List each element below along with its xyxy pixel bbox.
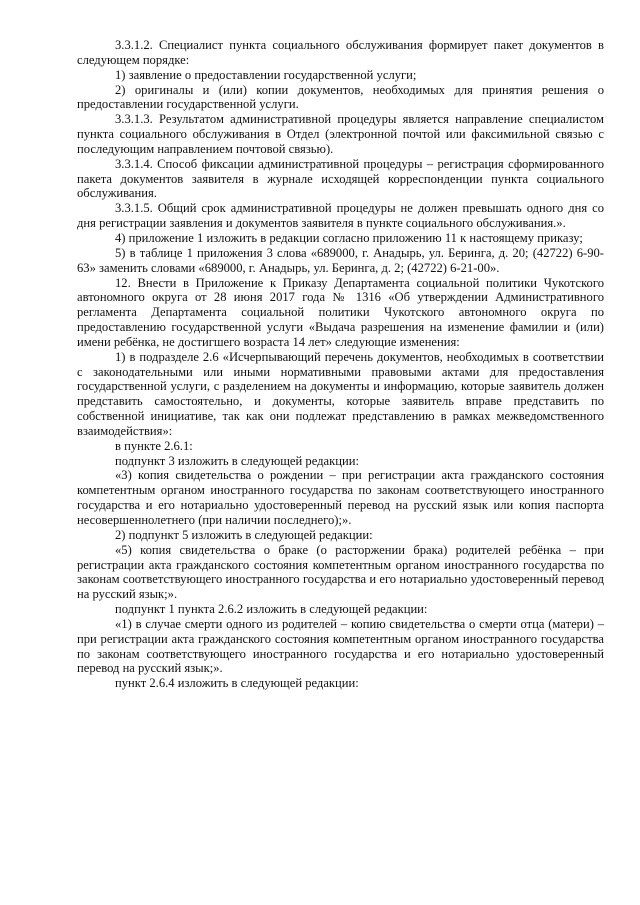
document-page	[77, 38, 604, 691]
paragraph-item-4-appendix: 4) приложение 1 изложить в редакции согласно приложению 11 к настоящему приказу;	[115, 230, 583, 245]
paragraph-subpoint-5-heading: 2) подпункт 5 изложить в следующей редакции:	[115, 527, 373, 542]
paragraph-3-3-1-5: 3.3.1.5. Общий срок административной процедуры не должен превышать одного дня со дня регистрации заявления и документов заявителя в пункте социального обслуживания.».	[77, 201, 604, 231]
paragraph-point-2-6-1: в пункте 2.6.1:	[115, 438, 193, 453]
paragraph-subpoint-5-text: «5) копия свидетельства о браке (о расторжении брака) родителей ребёнка – при регистрации акта гражданского состояния компетентным органом иностранного государства по законам соответствующего иностранного государства и его нотариально удостоверенный перевод на русский язык;».	[77, 542, 604, 602]
paragraph-item-1-application: 1) заявление о предоставлении государственной услуги;	[115, 67, 417, 82]
paragraph-2-6-2-heading: подпункт 1 пункта 2.6.2 изложить в следующей редакции:	[115, 602, 428, 617]
paragraph-subsection-2-6: 1) в подразделе 2.6 «Исчерпывающий перечень документов, необходимых в соответствии с законодательными или иными нормативными правовыми актами для предоставления государственной услуги, с разделением на документы и информацию, которые заявитель должен представить самостоятельно, и документы, которые заявитель вправе представить по собственной инициативе, так как они подлежат представлению в рамках межведомственного взаимодействия»:	[77, 349, 604, 438]
paragraph-subpoint-3-heading: подпункт 3 изложить в следующей редакции:	[115, 453, 359, 468]
paragraph-3-3-1-2: 3.3.1.2. Специалист пункта социального обслуживания формирует пакет документов в следующем порядке:	[77, 38, 604, 67]
paragraph-3-3-1-4: 3.3.1.4. Способ фиксации административной процедуры – регистрация сформированного пакета документов заявителя в журнале исходящей корреспонденции пункта социального обслуживания.	[77, 156, 604, 201]
paragraph-section-12: 12. Внести в Приложение к Приказу Департамента социальной политики Чукотского автономного округа от 28 июня 2017 года № 1316 «Об утверждении Административного регламента Департамента социальной политики Чукотского автономного округа по предоставлению государственной услуги «Выдача разрешения на изменение фамилии и (или) имени ребёнка, не достигшего возраста 14 лет» следующие изменения:	[77, 275, 604, 349]
paragraph-subpoint-3-text: «3) копия свидетельства о рождении – при регистрации акта гражданского состояния компетентным органом иностранного государства по законам соответствующего иностранного государства и его нотариально удостоверенный перевод на русский язык или копия паспорта несовершеннолетнего (при наличии последнего);».	[77, 468, 604, 527]
paragraph-2-6-2-text: «1) в случае смерти одного из родителей – копию свидетельства о смерти отца (матери) – при регистрации акта гражданского состояния компетентным органом иностранного государства по законам соответствующего иностранного государства и его нотариально удостоверенный перевод на русский язык;».	[77, 616, 604, 676]
paragraph-item-2-originals: 2) оригиналы и (или) копии документов, необходимых для принятия решения о предоставлении государственной услуги.	[77, 82, 604, 112]
paragraph-3-3-1-3: 3.3.1.3. Результатом административной процедуры является направление специалистом пункта социального обслуживания в Отдел (электронной почтой или факсимильной связью с последующим направлением почтовой связью).	[77, 112, 604, 156]
paragraph-item-5-table: 5) в таблице 1 приложения 3 слова «689000, г. Анадырь, ул. Беринга, д. 20; (42722) 6-90-63» заменить словами «689000, г. Анадырь, ул. Беринга, д. 2; (42722) 6-21-00».	[77, 245, 604, 275]
paragraph-2-6-4-heading: пункт 2.6.4 изложить в следующей редакции:	[115, 676, 359, 691]
